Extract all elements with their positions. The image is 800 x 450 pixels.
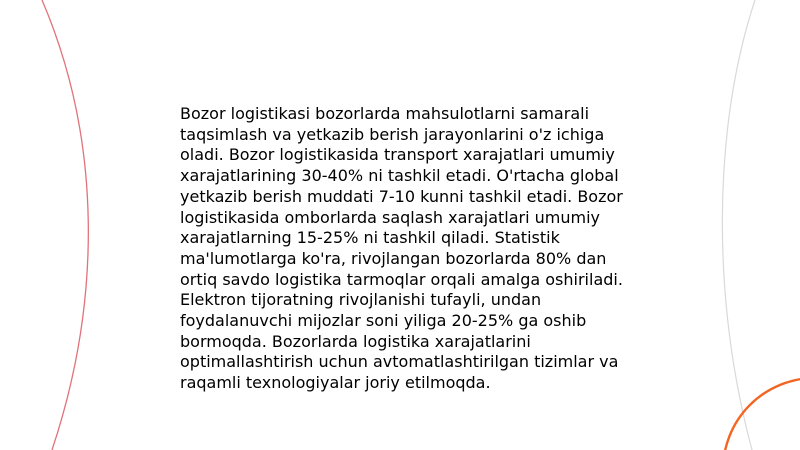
slide-body-text: Bozor logistikasi bozorlarda mahsulotlarni samarali taqsimlash va yetkazib berish jarayonlarini o'z ichiga oladi. Bozor logistikasida transport xarajatlari umumiy xarajatlarining 30-40% ni tashkil etadi. O'rtacha global yetkazib berish muddati 7-10 kunni tashkil etadi. Bozor logistikasida omborlarda saqlash xarajatlari umumiy xarajatlarning 15-25% ni tashkil qiladi. Statistik ma'lumotlarga ko'ra, rivojlangan bozorlarda 80% dan ortiq savdo logistika tarmoqlar orqali amalga oshiriladi. Elektron tijoratning rivojlanishi tufayli, undan foydalanuvchi mijozlar soni yiliga 20-25% ga oshib bormoqda. Bozorlarda logistika xarajatlarini optimallashtirish uchun avtomatlashtirilgan tizimlar va raqamli texnologiyalar joriy etilmoqda.: [180, 104, 623, 393]
left-arc-decoration: [42, 0, 88, 450]
right-arc-decoration: [722, 0, 755, 450]
accent-circle-decoration: [723, 378, 800, 450]
